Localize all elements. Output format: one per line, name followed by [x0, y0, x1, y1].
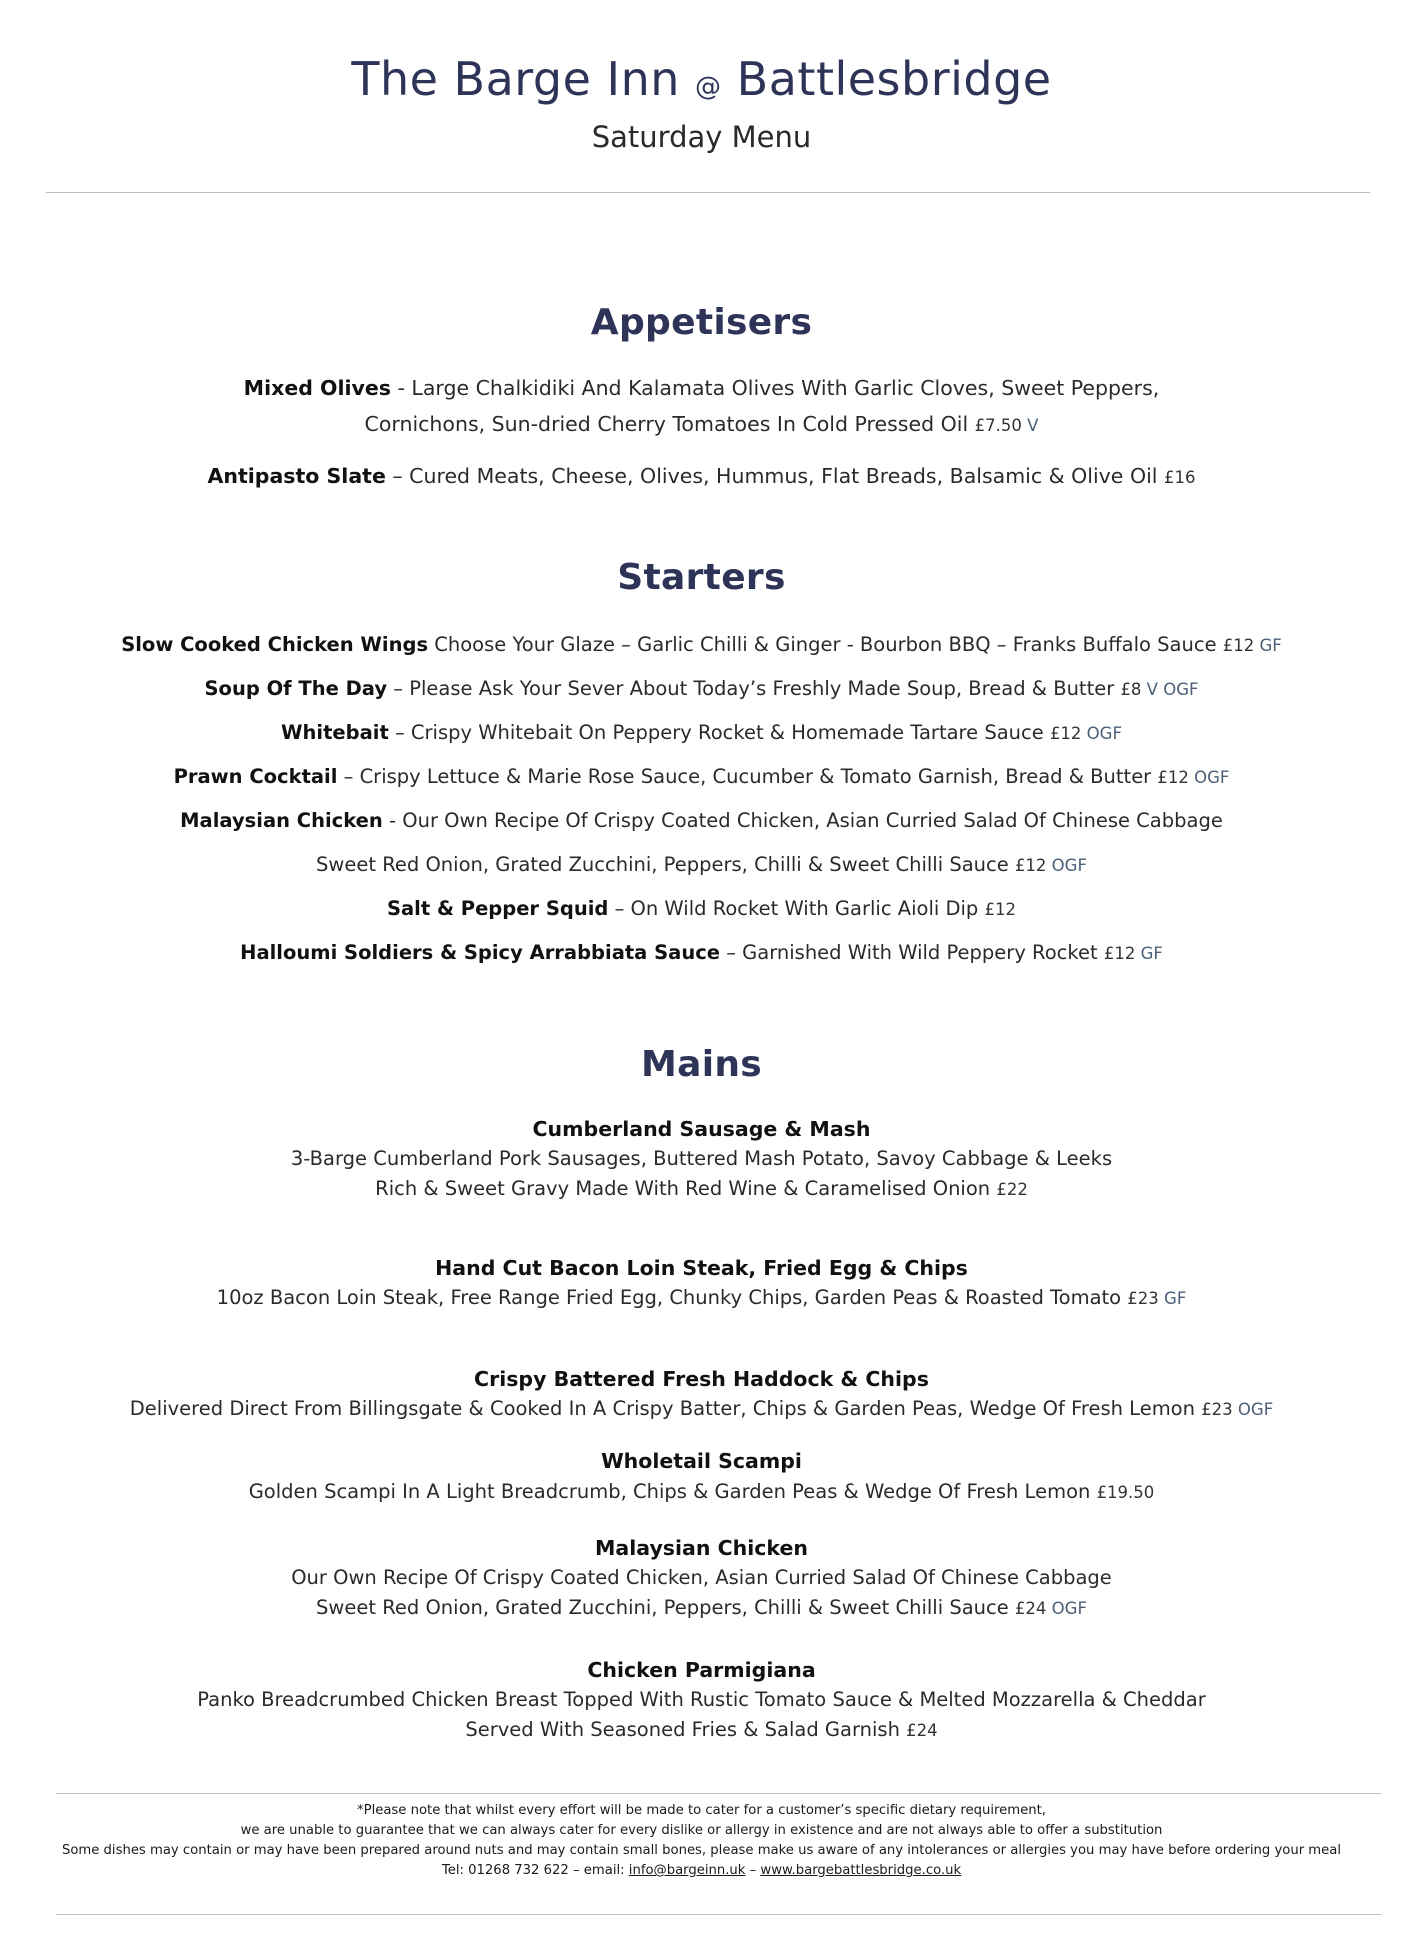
- description-text: Sweet Red Onion, Grated Zucchini, Peppers, Chilli & Sweet Chilli Sauce: [316, 1596, 1015, 1619]
- footer-note: we are unable to guarantee that we can always cater for every dislike or allergy in existence and are not always able to offer a substitution: [240, 1823, 1163, 1838]
- item-dietary-tag: OGF: [1232, 1400, 1274, 1419]
- item-price: £12: [984, 900, 1016, 919]
- item-name: Prawn Cocktail: [173, 765, 338, 788]
- menu-item-antipasto-slate: [0, 464, 1403, 488]
- main-dish-title: Hand Cut Bacon Loin Steak, Fried Egg & Chips: [435, 1256, 968, 1280]
- main-dish-description: [0, 1286, 1403, 1309]
- starter-item: [0, 765, 1403, 788]
- footer-note: Some dishes may contain or may have been prepared around nuts and may contain small bones, please make us aware of any intolerances or allergies you may have before ordering your meal: [61, 1843, 1342, 1858]
- item-dietary-tag: GF: [1135, 944, 1163, 963]
- title-at-symbol: @: [695, 72, 722, 102]
- page-title: [0, 52, 1403, 106]
- item-name: Malaysian Chicken: [180, 809, 383, 832]
- item-price: £24: [1014, 1599, 1047, 1618]
- item-name: Halloumi Soldiers & Spicy Arrabbiata Sauce: [240, 941, 720, 964]
- main-dish-title: Crispy Battered Fresh Haddock & Chips: [474, 1367, 929, 1391]
- item-description: – On Wild Rocket With Garlic Aioli Dip: [608, 897, 985, 920]
- item-description: – Cured Meats, Cheese, Olives, Hummus, Flat Breads, Balsamic & Olive Oil: [385, 464, 1164, 488]
- contact-phone: Tel: 01268 732 622 – email:: [441, 1863, 629, 1878]
- section-heading-starters: Starters: [617, 557, 786, 598]
- description-text: 10oz Bacon Loin Steak, Free Range Fried Egg, Chunky Chips, Garden Peas & Roasted Tomato: [216, 1286, 1128, 1309]
- starter-item: [0, 677, 1403, 700]
- starter-item: [0, 941, 1403, 964]
- item-price: £16: [1163, 468, 1196, 487]
- item-name: Antipasto Slate: [207, 464, 386, 488]
- main-dish-description: [0, 1177, 1403, 1200]
- starter-item: [0, 721, 1403, 744]
- main-dish-title: Cumberland Sausage & Mash: [532, 1117, 871, 1141]
- item-description: Cornichons, Sun-dried Cherry Tomatoes In Cold Pressed Oil: [364, 412, 975, 436]
- description-text: Served With Seasoned Fries & Salad Garnish: [465, 1718, 907, 1741]
- main-dish-description: [0, 1397, 1403, 1420]
- item-name: Slow Cooked Chicken Wings: [121, 633, 429, 656]
- description-text: Rich & Sweet Gravy Made With Red Wine & Caramelised Onion: [375, 1177, 997, 1200]
- item-dietary-tag: OGF: [1188, 768, 1230, 787]
- section-heading-mains: Mains: [640, 1044, 762, 1085]
- title-name: The Barge Inn: [351, 52, 680, 106]
- item-name: Soup Of The Day: [204, 677, 388, 700]
- item-description: - Large Chalkidiki And Kalamata Olives With Garlic Cloves, Sweet Peppers,: [391, 376, 1160, 400]
- menu-item-mixed-olives-cont: [0, 412, 1403, 436]
- starter-item: [0, 809, 1403, 832]
- title-location: Battlesbridge: [736, 52, 1052, 106]
- description-text: Delivered Direct From Billingsgate & Cooked In A Crispy Batter, Chips & Garden Peas, Wedge Of Fresh Lemon: [129, 1397, 1202, 1420]
- description-text: 3-Barge Cumberland Pork Sausages, Buttered Mash Potato, Savoy Cabbage & Leeks: [290, 1147, 1113, 1170]
- item-price: £12: [1049, 724, 1082, 743]
- description-text: Golden Scampi In A Light Breadcrumb, Chips & Garden Peas & Wedge Of Fresh Lemon: [248, 1480, 1097, 1503]
- item-name: Mixed Olives: [243, 376, 391, 400]
- main-dish-description: [0, 1718, 1403, 1741]
- item-description: – Crispy Whitebait On Peppery Rocket & Homemade Tartare Sauce: [388, 721, 1050, 744]
- starter-item: [0, 897, 1403, 920]
- item-dietary-tag: GF: [1254, 636, 1282, 655]
- item-dietary-tag: GF: [1158, 1289, 1187, 1308]
- footer-divider: [56, 1793, 1381, 1794]
- item-price: £24: [906, 1721, 938, 1740]
- item-name: Whitebait: [281, 721, 389, 744]
- main-dish-title: Chicken Parmigiana: [587, 1658, 816, 1682]
- item-price: £23: [1127, 1289, 1159, 1308]
- starter-item: [0, 633, 1403, 656]
- item-description: - Our Own Recipe Of Crispy Coated Chicken, Asian Curried Salad Of Chinese Cabbage: [382, 809, 1223, 832]
- item-dietary-tag: OGF: [1081, 724, 1122, 743]
- main-dish-description: [0, 1596, 1403, 1619]
- item-dietary-tag: V: [1021, 416, 1039, 435]
- item-dietary-tag: OGF: [1046, 856, 1087, 875]
- item-price: £12: [1222, 636, 1255, 655]
- item-dietary-tag: V OGF: [1141, 680, 1199, 699]
- main-dish-description: [0, 1480, 1403, 1503]
- item-price: £19.50: [1096, 1483, 1155, 1502]
- item-description: – Please Ask Your Sever About Today’s Freshly Made Soup, Bread & Butter: [387, 677, 1121, 700]
- item-price: £8: [1120, 680, 1142, 699]
- item-price: £12: [1157, 768, 1189, 787]
- item-description: – Crispy Lettuce & Marie Rose Sauce, Cucumber & Tomato Garnish, Bread & Butter: [337, 765, 1158, 788]
- main-dish-description: [0, 1147, 1403, 1170]
- main-dish-description: [0, 1688, 1403, 1711]
- description-text: Our Own Recipe Of Crispy Coated Chicken, Asian Curried Salad Of Chinese Cabbage: [291, 1566, 1112, 1589]
- item-description: Sweet Red Onion, Grated Zucchini, Peppers, Chilli & Sweet Chilli Sauce: [316, 853, 1015, 876]
- item-price: £22: [996, 1180, 1028, 1199]
- section-heading-appetisers: Appetisers: [590, 302, 813, 343]
- item-price: £12: [1014, 856, 1047, 875]
- footer-note: *Please note that whilst every effort will be made to cater for a customer’s specific dietary requirement,: [357, 1803, 1046, 1818]
- website-link[interactable]: www.bargebattlesbridge.co.uk: [760, 1863, 962, 1878]
- main-dish-title: Wholetail Scampi: [601, 1449, 802, 1473]
- item-dietary-tag: OGF: [1046, 1599, 1087, 1618]
- item-description: – Garnished With Wild Peppery Rocket: [720, 941, 1104, 964]
- contact-separator: –: [745, 1863, 761, 1878]
- item-price: £12: [1103, 944, 1136, 963]
- footer-contact: [0, 1863, 1403, 1878]
- description-text: Panko Breadcrumbed Chicken Breast Topped With Rustic Tomato Sauce & Melted Mozzarella & Cheddar: [197, 1688, 1206, 1711]
- item-price: £23: [1201, 1400, 1233, 1419]
- main-dish-title: Malaysian Chicken: [594, 1536, 809, 1560]
- item-price: £7.50: [974, 416, 1022, 435]
- item-name: Salt & Pepper Squid: [386, 897, 609, 920]
- main-dish-description: [0, 1566, 1403, 1589]
- menu-item-mixed-olives: [0, 376, 1403, 400]
- item-description: Choose Your Glaze – Garlic Chilli & Ginger - Bourbon BBQ – Franks Buffalo Sauce: [428, 633, 1223, 656]
- header-divider: [46, 192, 1370, 193]
- email-link[interactable]: info@bargeinn.uk: [628, 1863, 746, 1878]
- footer-bottom-divider: [56, 1914, 1381, 1915]
- starter-item-cont: [0, 853, 1403, 876]
- page-subtitle: Saturday Menu: [591, 120, 812, 154]
